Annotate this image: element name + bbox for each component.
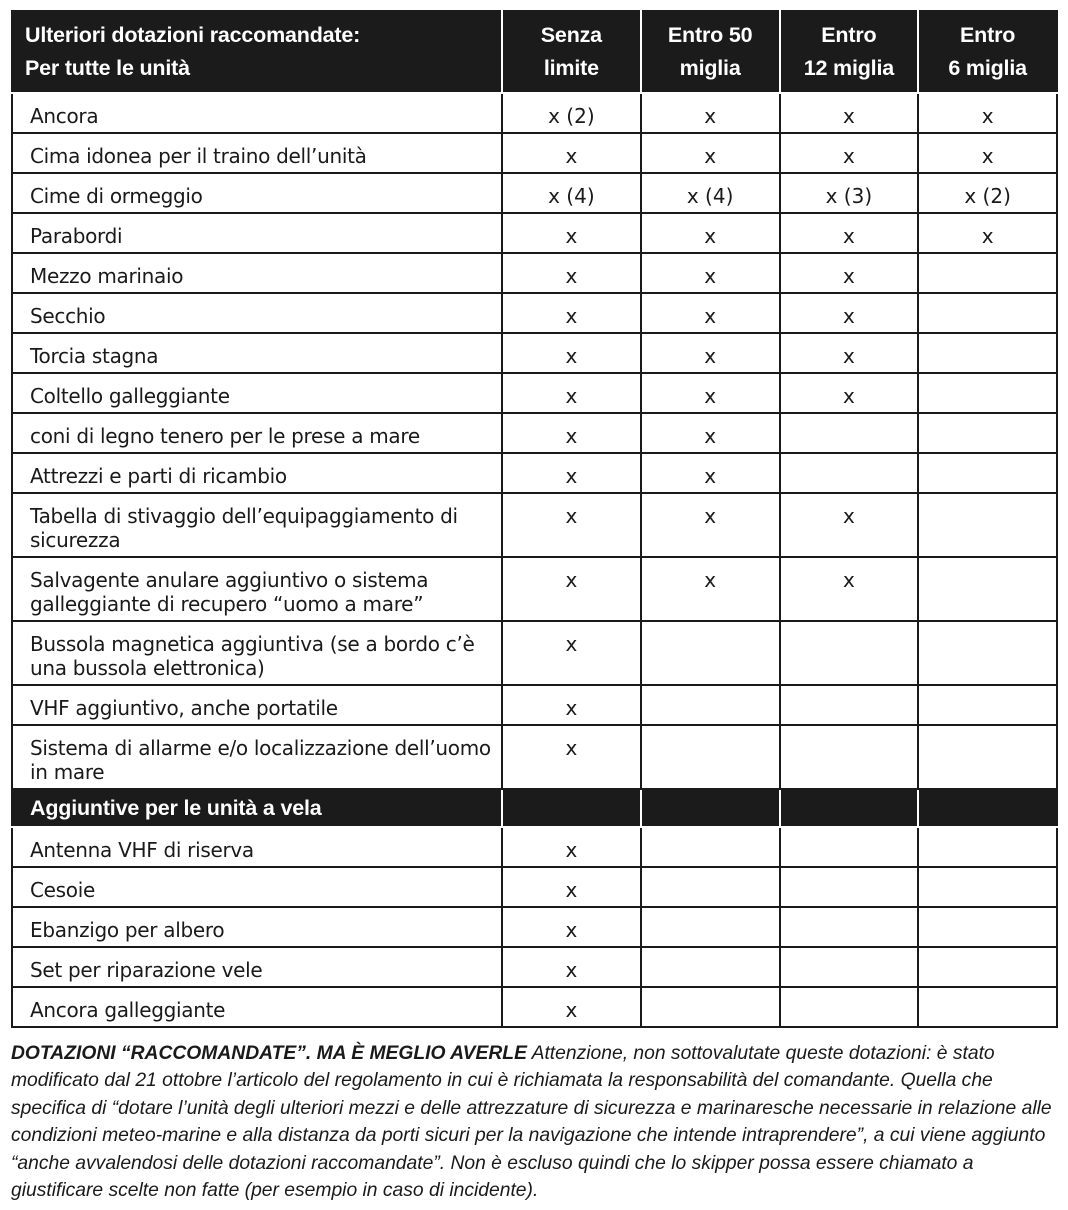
table-row	[12, 493, 1057, 557]
header-entro-12-miglia: Entro 12 miglia	[780, 11, 919, 93]
requirement-mark: x	[780, 213, 919, 253]
requirement-mark: x	[780, 133, 919, 173]
recommended-rows	[12, 93, 1057, 789]
equipment-name: Parabordi	[12, 213, 502, 253]
section-header	[12, 789, 1057, 827]
equipment-name: Ancora	[12, 93, 502, 133]
requirement-mark	[780, 827, 919, 867]
requirement-mark: x	[502, 253, 641, 293]
table-row	[12, 213, 1057, 253]
table-row	[12, 947, 1057, 987]
requirement-mark: x	[502, 557, 641, 621]
requirement-mark: x	[641, 453, 780, 493]
requirement-mark: x (2)	[502, 93, 641, 133]
requirement-mark: x	[780, 557, 919, 621]
table-row	[12, 333, 1057, 373]
table-row	[12, 685, 1057, 725]
requirement-mark	[641, 947, 780, 987]
requirement-mark: x (4)	[641, 173, 780, 213]
equipment-name: Ancora galleggiante	[12, 987, 502, 1027]
equipment-name: Coltello galleggiante	[12, 373, 502, 413]
requirement-mark	[918, 987, 1057, 1027]
requirement-mark: x	[502, 373, 641, 413]
requirement-mark: x	[502, 333, 641, 373]
requirement-mark: x	[780, 253, 919, 293]
requirement-mark	[641, 725, 780, 789]
requirement-mark: x (2)	[918, 173, 1057, 213]
requirement-mark	[918, 947, 1057, 987]
requirement-mark	[918, 907, 1057, 947]
caption	[11, 1040, 1059, 1204]
table-row	[12, 453, 1057, 493]
equipment-name: VHF aggiuntivo, anche portatile	[12, 685, 502, 725]
equipment-name: Cime di ormeggio	[12, 173, 502, 213]
equipment-name: Tabella di stivaggio dell’equipaggiamento di sicurezza	[12, 493, 502, 557]
requirement-mark: x	[502, 987, 641, 1027]
equipment-name: Cima idonea per il traino dell’unità	[12, 133, 502, 173]
requirement-mark: x	[780, 373, 919, 413]
table-row	[12, 413, 1057, 453]
requirement-mark	[641, 685, 780, 725]
table-row	[12, 557, 1057, 621]
requirement-mark	[918, 293, 1057, 333]
equipment-name: Torcia stagna	[12, 333, 502, 373]
equipment-name: coni di legno tenero per le prese a mare	[12, 413, 502, 453]
requirement-mark	[780, 987, 919, 1027]
requirement-mark	[641, 621, 780, 685]
requirement-mark: x	[502, 413, 641, 453]
requirement-mark: x	[780, 333, 919, 373]
table-row	[12, 725, 1057, 789]
requirement-mark: x	[502, 907, 641, 947]
table-header	[12, 11, 1057, 93]
requirement-mark	[641, 987, 780, 1027]
table-row	[12, 93, 1057, 133]
requirement-mark: x	[918, 133, 1057, 173]
requirement-mark: x (4)	[502, 173, 641, 213]
table-row	[12, 907, 1057, 947]
requirement-mark	[918, 557, 1057, 621]
equipment-name: Secchio	[12, 293, 502, 333]
header-equipment: Ulteriori dotazioni raccomandate: Per tutte le unità	[12, 11, 502, 93]
requirement-mark	[918, 867, 1057, 907]
requirement-mark: x	[780, 93, 919, 133]
equipment-name: Cesoie	[12, 867, 502, 907]
equipment-table	[11, 10, 1058, 1028]
equipment-name: Bussola magnetica aggiuntiva (se a bordo c’è una bussola elettronica)	[12, 621, 502, 685]
requirement-mark	[918, 333, 1057, 373]
requirement-mark: x	[918, 93, 1057, 133]
equipment-name: Sistema di allarme e/o localizzazione dell’uomo in mare	[12, 725, 502, 789]
requirement-mark: x	[502, 621, 641, 685]
requirement-mark	[780, 685, 919, 725]
sail-rows	[12, 827, 1057, 1027]
requirement-mark: x	[641, 133, 780, 173]
requirement-mark	[918, 621, 1057, 685]
header-entro-50-miglia: Entro 50 miglia	[641, 11, 780, 93]
requirement-mark: x	[502, 133, 641, 173]
equipment-name: Salvagente anulare aggiuntivo o sistema galleggiante di recupero “uomo a mare”	[12, 557, 502, 621]
requirement-mark: x	[780, 293, 919, 333]
table-row	[12, 827, 1057, 867]
requirement-mark	[641, 907, 780, 947]
requirement-mark	[641, 867, 780, 907]
requirement-mark: x	[502, 827, 641, 867]
requirement-mark	[780, 725, 919, 789]
header-senza-limite: Senza limite	[502, 11, 641, 93]
requirement-mark: x (3)	[780, 173, 919, 213]
requirement-mark: x	[641, 493, 780, 557]
requirement-mark: x	[502, 725, 641, 789]
table-row	[12, 987, 1057, 1027]
equipment-name: Antenna VHF di riserva	[12, 827, 502, 867]
section-cell	[641, 789, 780, 827]
requirement-mark: x	[502, 493, 641, 557]
requirement-mark: x	[641, 557, 780, 621]
caption-body: Attenzione, non sottovalutate queste dotazioni: è stato modificato dal 21 ottobre l’articolo del regolamento in cui è richiamata la responsabilità del comandante. Quella che specifica di “dotare l’unità degli ulteriori mezzi e delle attrezzature di sicurezza e marinaresche necessarie in relazione alle condizioni meteo-marine e alla distanza da porti sicuri per la navigazione che intende intraprendere”, a cui viene aggiunto “anche avvalendosi delle dotazioni raccomandate”. Non è escluso quindi che lo skipper possa essere chiamato a giustificare scelte non fatte (per esempio in caso di incidente).	[11, 1043, 1052, 1202]
table-row	[12, 133, 1057, 173]
requirement-mark	[918, 373, 1057, 413]
requirement-mark: x	[641, 93, 780, 133]
sail-section	[12, 789, 1057, 827]
requirement-mark	[918, 253, 1057, 293]
requirement-mark: x	[641, 413, 780, 453]
requirement-mark	[918, 725, 1057, 789]
requirement-mark	[780, 907, 919, 947]
requirement-mark	[780, 453, 919, 493]
equipment-name: Ebanzigo per albero	[12, 907, 502, 947]
requirement-mark: x	[641, 213, 780, 253]
requirement-mark: x	[502, 867, 641, 907]
table-row	[12, 373, 1057, 413]
requirement-mark: x	[502, 293, 641, 333]
section-cell	[918, 789, 1057, 827]
requirement-mark: x	[502, 947, 641, 987]
requirement-mark: x	[918, 213, 1057, 253]
section-cell	[780, 789, 919, 827]
header-entro-6-miglia: Entro 6 miglia	[918, 11, 1057, 93]
requirement-mark	[918, 827, 1057, 867]
document	[11, 10, 1056, 1204]
requirement-mark	[641, 827, 780, 867]
table-row	[12, 253, 1057, 293]
section-cell	[502, 789, 641, 827]
caption-title: DOTAZIONI “RACCOMANDATE”. MA È MEGLIO AVERLE	[11, 1043, 527, 1064]
requirement-mark: x	[502, 453, 641, 493]
requirement-mark	[780, 947, 919, 987]
requirement-mark	[780, 621, 919, 685]
requirement-mark	[918, 413, 1057, 453]
requirement-mark: x	[641, 293, 780, 333]
table-row	[12, 293, 1057, 333]
requirement-mark	[780, 413, 919, 453]
requirement-mark: x	[502, 685, 641, 725]
equipment-name: Mezzo marinaio	[12, 253, 502, 293]
table-row	[12, 867, 1057, 907]
requirement-mark	[918, 685, 1057, 725]
requirement-mark: x	[502, 213, 641, 253]
equipment-name: Set per riparazione vele	[12, 947, 502, 987]
section-title: Aggiuntive per le unità a vela	[12, 789, 502, 827]
requirement-mark	[780, 867, 919, 907]
requirement-mark: x	[641, 373, 780, 413]
requirement-mark: x	[641, 253, 780, 293]
requirement-mark	[918, 493, 1057, 557]
requirement-mark: x	[641, 333, 780, 373]
requirement-mark: x	[780, 493, 919, 557]
table-row	[12, 621, 1057, 685]
table-row	[12, 173, 1057, 213]
requirement-mark	[918, 453, 1057, 493]
equipment-name: Attrezzi e parti di ricambio	[12, 453, 502, 493]
